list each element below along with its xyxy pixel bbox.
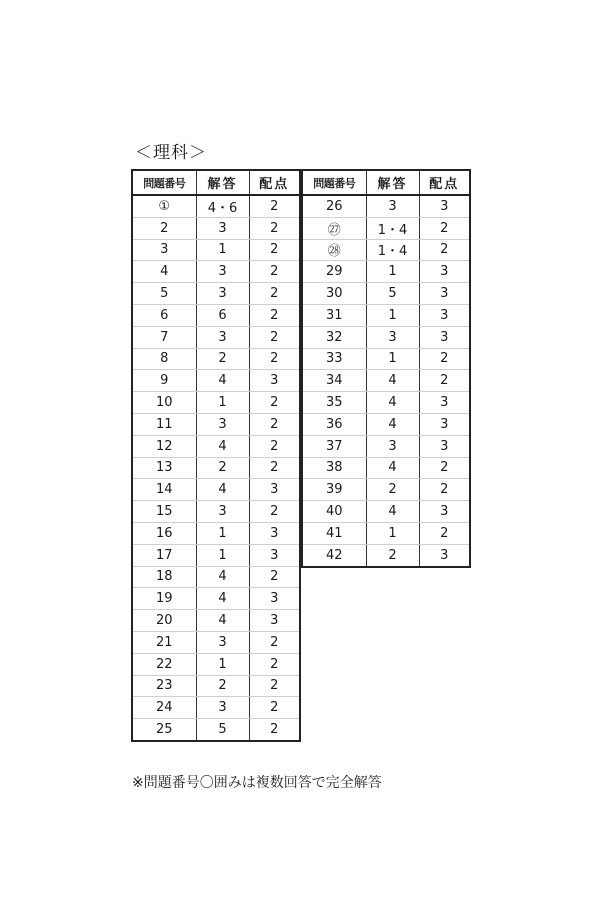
table-row (302, 544, 470, 566)
answer-cell: 6 (196, 304, 249, 326)
question-number-cell: ㉗ (302, 217, 366, 239)
table-row (132, 479, 300, 501)
table-row (302, 326, 470, 348)
points-cell: 2 (249, 413, 300, 435)
answer-cell: 4・6 (196, 195, 249, 217)
answer-cell: 4 (366, 457, 419, 479)
points-cell: 3 (249, 479, 300, 501)
table-row (302, 457, 470, 479)
table-row (132, 392, 300, 414)
header-question-number: 問題番号 (132, 170, 196, 195)
points-cell: 2 (249, 261, 300, 283)
question-number-cell: ① (132, 195, 196, 217)
question-number-cell: 19 (132, 588, 196, 610)
table-row (132, 435, 300, 457)
answer-cell: 3 (366, 435, 419, 457)
points-cell: 2 (419, 522, 470, 544)
question-number-cell: 42 (302, 544, 366, 566)
question-number-cell: 17 (132, 544, 196, 566)
answer-cell: 4 (366, 413, 419, 435)
points-cell: 3 (249, 370, 300, 392)
question-number-cell: 8 (132, 348, 196, 370)
points-cell: 2 (249, 348, 300, 370)
points-cell: 3 (419, 261, 470, 283)
answer-cell: 2 (196, 457, 249, 479)
points-cell: 3 (249, 588, 300, 610)
header-points: 配点 (419, 170, 470, 195)
question-number-cell: 37 (302, 435, 366, 457)
question-number-cell: 3 (132, 239, 196, 261)
table-row (302, 195, 470, 217)
points-cell: 2 (249, 283, 300, 305)
points-cell: 2 (249, 675, 300, 697)
points-cell: 2 (249, 501, 300, 523)
table-row (302, 413, 470, 435)
answer-cell: 5 (366, 283, 419, 305)
points-cell: 2 (249, 457, 300, 479)
header-points: 配点 (249, 170, 300, 195)
answer-cell: 4 (366, 370, 419, 392)
page-title: ＜理科＞ (135, 143, 207, 163)
points-cell: 3 (419, 413, 470, 435)
answer-cell: 3 (196, 326, 249, 348)
question-number-cell: 20 (132, 610, 196, 632)
answer-cell: 2 (366, 544, 419, 566)
table-row (132, 195, 300, 217)
points-cell: 3 (419, 501, 470, 523)
answer-cell: 1 (196, 239, 249, 261)
question-number-cell: 39 (302, 479, 366, 501)
question-number-cell: 33 (302, 348, 366, 370)
points-cell: 2 (419, 457, 470, 479)
answer-cell: 5 (196, 719, 249, 741)
answer-cell: 4 (196, 566, 249, 588)
answer-cell: 3 (196, 501, 249, 523)
question-number-cell: 25 (132, 719, 196, 741)
question-number-cell: 32 (302, 326, 366, 348)
points-cell: 3 (419, 304, 470, 326)
header-answer: 解答 (366, 170, 419, 195)
answer-cell: 4 (366, 501, 419, 523)
answer-table-right (301, 169, 471, 568)
points-cell: 2 (249, 326, 300, 348)
answer-cell: 2 (196, 675, 249, 697)
answer-cell: 4 (196, 479, 249, 501)
table-row (302, 370, 470, 392)
points-cell: 2 (249, 719, 300, 741)
question-number-cell: 31 (302, 304, 366, 326)
points-cell: 3 (249, 544, 300, 566)
table-row (132, 675, 300, 697)
points-cell: 3 (419, 392, 470, 414)
table-row (302, 261, 470, 283)
answer-cell: 1 (196, 653, 249, 675)
points-cell: 2 (419, 348, 470, 370)
question-number-cell: 36 (302, 413, 366, 435)
table-row (132, 566, 300, 588)
question-number-cell: 16 (132, 522, 196, 544)
table-row (132, 544, 300, 566)
question-number-cell: 30 (302, 283, 366, 305)
table-row (132, 697, 300, 719)
question-number-cell: 21 (132, 631, 196, 653)
table-row (302, 392, 470, 414)
table-row (302, 217, 470, 239)
question-number-cell: 9 (132, 370, 196, 392)
table-row (132, 413, 300, 435)
points-cell: 3 (419, 435, 470, 457)
footnote: ※問題番号〇囲みは複数回答で完全解答 (132, 775, 382, 791)
points-cell: 2 (249, 392, 300, 414)
question-number-cell: 2 (132, 217, 196, 239)
points-cell: 3 (249, 522, 300, 544)
table-row (132, 304, 300, 326)
answer-cell: 4 (196, 435, 249, 457)
points-cell: 2 (249, 653, 300, 675)
answer-cell: 3 (196, 413, 249, 435)
question-number-cell: 14 (132, 479, 196, 501)
answer-cell: 1 (366, 522, 419, 544)
points-cell: 2 (249, 304, 300, 326)
question-number-cell: 5 (132, 283, 196, 305)
answer-cell: 1 (366, 304, 419, 326)
question-number-cell: 18 (132, 566, 196, 588)
question-number-cell: 10 (132, 392, 196, 414)
answer-cell: 1 (196, 544, 249, 566)
header-answer: 解答 (196, 170, 249, 195)
answer-cell: 1 (196, 522, 249, 544)
table-row (132, 217, 300, 239)
table-row (302, 522, 470, 544)
points-cell: 3 (419, 544, 470, 566)
table-row (132, 588, 300, 610)
table-row (302, 479, 470, 501)
points-cell: 2 (419, 479, 470, 501)
table-row (132, 501, 300, 523)
table-row (132, 261, 300, 283)
question-number-cell: 26 (302, 195, 366, 217)
answer-cell: 4 (196, 370, 249, 392)
question-number-cell: 29 (302, 261, 366, 283)
question-number-cell: 4 (132, 261, 196, 283)
question-number-cell: 40 (302, 501, 366, 523)
table-row (132, 370, 300, 392)
answer-cell: 3 (196, 217, 249, 239)
question-number-cell: 24 (132, 697, 196, 719)
answer-cell: 4 (196, 610, 249, 632)
table-row (302, 283, 470, 305)
question-number-cell: 22 (132, 653, 196, 675)
question-number-cell: 6 (132, 304, 196, 326)
question-number-cell: 23 (132, 675, 196, 697)
points-cell: 3 (419, 326, 470, 348)
answer-cell: 1 (366, 348, 419, 370)
table-row (132, 522, 300, 544)
points-cell: 2 (249, 566, 300, 588)
answer-cell: 1 (196, 392, 249, 414)
table-row (132, 348, 300, 370)
table-row (132, 719, 300, 741)
table-row (132, 653, 300, 675)
answer-cell: 1・4 (366, 217, 419, 239)
question-number-cell: 35 (302, 392, 366, 414)
points-cell: 2 (419, 370, 470, 392)
question-number-cell: 34 (302, 370, 366, 392)
answer-cell: 2 (366, 479, 419, 501)
answer-cell: 2 (196, 348, 249, 370)
table-row (302, 348, 470, 370)
table-row (302, 239, 470, 261)
answer-table-left (131, 169, 301, 742)
points-cell: 2 (419, 239, 470, 261)
answer-cell: 1 (366, 261, 419, 283)
table-row (132, 631, 300, 653)
question-number-cell: 38 (302, 457, 366, 479)
points-cell: 3 (419, 283, 470, 305)
answer-cell: 4 (196, 588, 249, 610)
answer-cell: 3 (196, 631, 249, 653)
table-row (132, 610, 300, 632)
table-row (132, 283, 300, 305)
question-number-cell: 7 (132, 326, 196, 348)
question-number-cell: 41 (302, 522, 366, 544)
question-number-cell: 15 (132, 501, 196, 523)
question-number-cell: 11 (132, 413, 196, 435)
points-cell: 2 (419, 217, 470, 239)
header-row (302, 170, 470, 195)
points-cell: 2 (249, 195, 300, 217)
header-question-number: 問題番号 (302, 170, 366, 195)
points-cell: 3 (419, 195, 470, 217)
header-row (132, 170, 300, 195)
table-row (132, 326, 300, 348)
points-cell: 2 (249, 697, 300, 719)
table-row (302, 304, 470, 326)
question-number-cell: 12 (132, 435, 196, 457)
points-cell: 2 (249, 631, 300, 653)
table-row (132, 239, 300, 261)
points-cell: 2 (249, 217, 300, 239)
answer-cell: 3 (196, 261, 249, 283)
answer-cell: 4 (366, 392, 419, 414)
table-row (302, 501, 470, 523)
answer-cell: 3 (366, 195, 419, 217)
question-number-cell: ㉘ (302, 239, 366, 261)
answer-cell: 3 (366, 326, 419, 348)
table-row (302, 435, 470, 457)
answer-cell: 1・4 (366, 239, 419, 261)
table-row (132, 457, 300, 479)
question-number-cell: 13 (132, 457, 196, 479)
answer-cell: 3 (196, 283, 249, 305)
answer-cell: 3 (196, 697, 249, 719)
points-cell: 3 (249, 610, 300, 632)
points-cell: 2 (249, 435, 300, 457)
points-cell: 2 (249, 239, 300, 261)
